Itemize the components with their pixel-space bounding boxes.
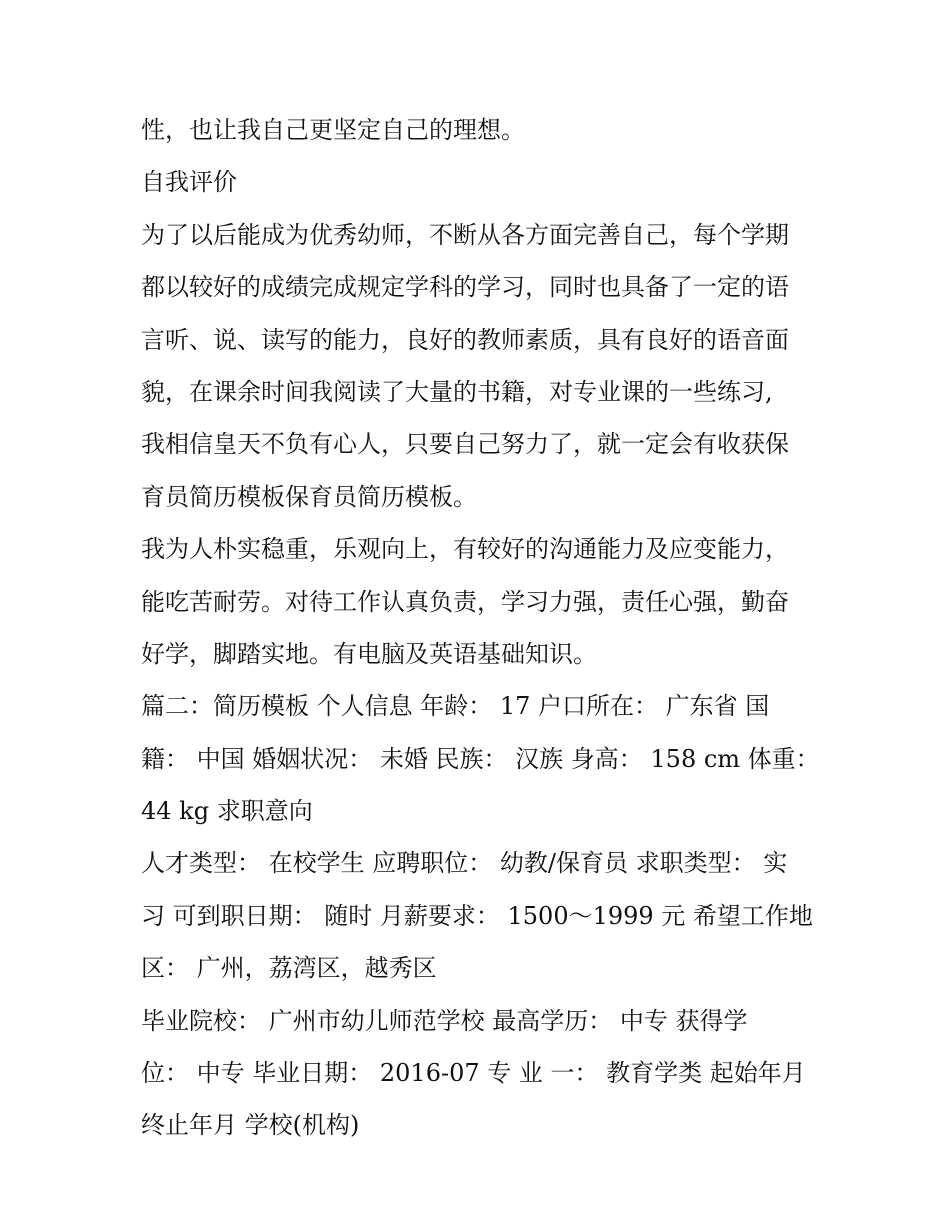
text-line: 能吃苦耐劳。对待工作认真负责，学习力强，责任心强，勤奋 [141,587,789,616]
text-line: 貌，在课余时间我阅读了大量的书籍，对专业课的一些练习, [141,377,773,406]
text-line: 44 kg 求职意向 [141,797,313,826]
text-line: 言听、说、读写的能力，良好的教师素质，具有良好的语音面 [141,325,789,354]
text-line: 育员简历模板保育员简历模板。 [141,482,477,511]
section-heading: 自我评价 [141,168,237,197]
text-line: 我相信皇天不负有心人，只要自己努力了，就一定会有收获保 [141,430,789,459]
document-body [141,104,821,1152]
text-line: 为了以后能成为优秀幼师，不断从各方面完善自己，每个学期 [141,220,789,249]
text-line: 位： 中专 毕业日期： 2016-07 专 业 一： 教育学类 起始年月 [141,1059,806,1088]
text-line: 我为人朴实稳重，乐观向上，有较好的沟通能力及应变能力， [141,535,789,564]
text-line: 籍： 中国 婚姻状况： 未婚 民族： 汉族 身高： 158 cm 体重： [141,744,820,773]
text-line: 篇二：简历模板 个人信息 年龄： 17 户口所在： 广东省 国 [141,692,770,721]
text-line: 终止年月 学校(机构) [141,1111,360,1140]
text-line: 好学，脚踏实地。有电脑及英语基础知识。 [141,639,597,668]
text-line: 区： 广州，荔湾区，越秀区 [141,954,437,983]
text-line: 性，也让我自己更坚定自己的理想。 [141,116,525,144]
text-line: 人才类型： 在校学生 应聘职位： 幼教/保育员 求职类型： 实 [141,849,788,878]
text-line: 习 可到职日期： 随时 月薪要求： 1500～1999 元 希望工作地 [141,901,813,930]
text-line: 都以较好的成绩完成规定学科的学习，同时也具备了一定的语 [141,273,789,302]
text-line: 毕业院校： 广州市幼儿师范学校 最高学历： 中专 获得学 [141,1006,748,1035]
